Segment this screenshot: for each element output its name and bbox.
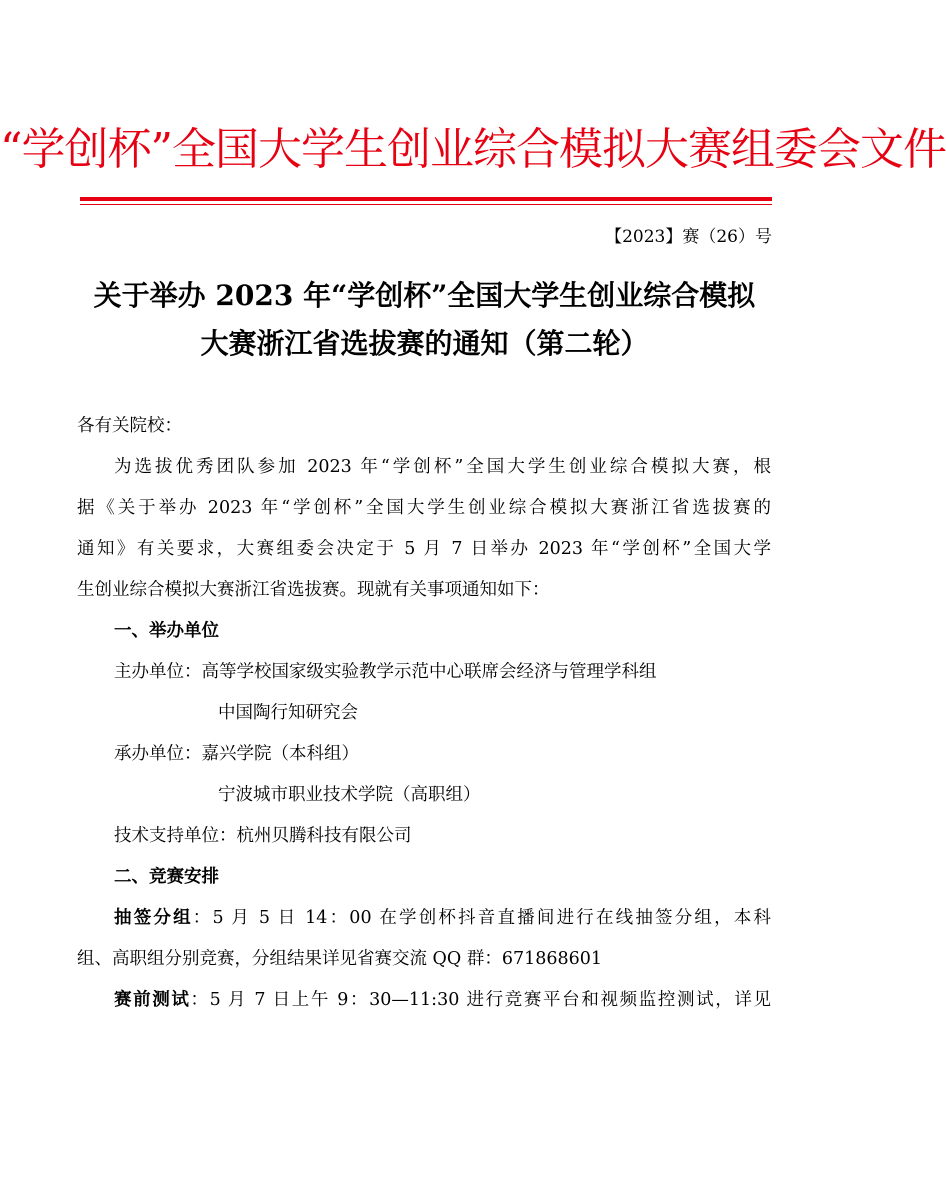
pretest-label: 赛前测试 (114, 990, 191, 1010)
org-header-title: “学创杯”全国大学生创业综合模拟大赛组委会文件 (0, 124, 946, 175)
support-label: 技术支持单位： (114, 826, 237, 846)
intro-line-2: 据《关于举办 2023 年“学创杯”全国大学生创业综合模拟大赛浙江省选拔赛的 (77, 498, 771, 518)
section-2-heading: 二、竞赛安排 (114, 867, 219, 887)
host-row (77, 652, 771, 693)
support-row (77, 816, 771, 857)
document-body (77, 406, 771, 1021)
draw-text-1: ：5 月 5 日 14：00 在学创杯抖音直播间进行在线抽签分组，本科 (192, 908, 771, 928)
document-number: 【2023】赛（26）号 (605, 227, 772, 247)
host-value-1: 高等学校国家级实验教学示范中心联席会经济与管理学科组 (201, 662, 657, 682)
draw-row (77, 898, 771, 939)
intro-line-4: 生创业综合模拟大赛浙江省选拔赛。现就有关事项通知如下： (77, 580, 550, 600)
document-title-line-2: 大赛浙江省选拔赛的通知（第二轮） (200, 327, 649, 360)
document-title-line-1: 关于举办 2023 年“学创杯”全国大学生创业综合模拟 (93, 279, 756, 312)
document-title (40, 272, 809, 368)
draw-text-2: 组、高职组分别竞赛，分组结果详见省赛交流 QQ 群：671868601 (77, 949, 603, 969)
section-1-heading: 一、举办单位 (114, 621, 219, 641)
header-rule-thick (80, 197, 772, 201)
pretest-row (77, 980, 771, 1021)
intro-line-3: 通知》有关要求，大赛组委会决定于 5 月 7 日举办 2023 年“学创杯”全国大学 (77, 539, 771, 559)
organizer-value-1: 嘉兴学院（本科组） (201, 744, 359, 764)
organizer-row (77, 734, 771, 775)
organizer-label: 承办单位： (114, 744, 202, 764)
organizer-value-2: 宁波城市职业技术学院（高职组） (218, 785, 481, 805)
draw-label: 抽签分组 (114, 908, 193, 928)
pretest-text-1: ：5 月 7 日上午 9：30—11:30 进行竞赛平台和视频监控测试，详见 (190, 990, 771, 1010)
support-value: 杭州贝腾科技有限公司 (236, 826, 412, 846)
host-value-2: 中国陶行知研究会 (218, 703, 358, 723)
intro-line-1: 为选拔优秀团队参加 2023 年“学创杯”全国大学生创业综合模拟大赛，根 (114, 457, 771, 477)
salutation: 各有关院校： (77, 416, 182, 436)
header-rule-thin (80, 204, 772, 205)
host-label: 主办单位： (114, 662, 202, 682)
